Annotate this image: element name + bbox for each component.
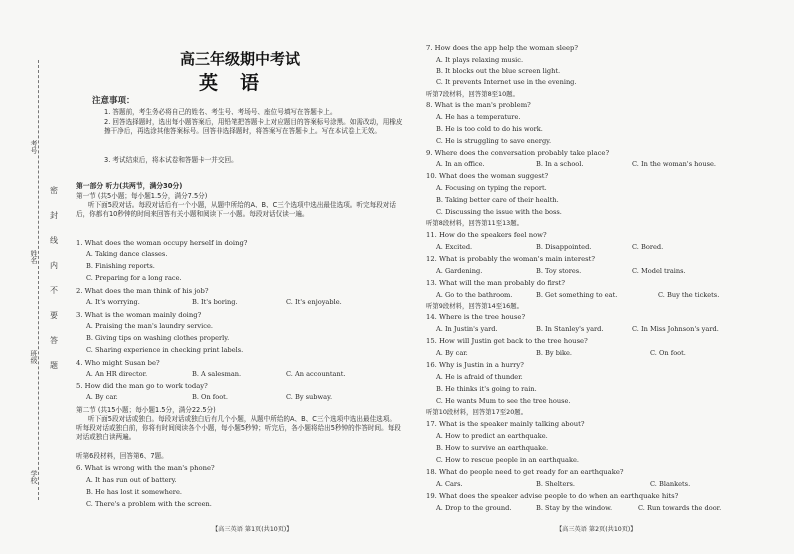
question-16: 16. Why is Justin in a hurry? bbox=[426, 361, 524, 369]
q6-option-c: C. There's a problem with the screen. bbox=[86, 500, 212, 508]
question-4: 4. Who might Susan be? bbox=[76, 359, 160, 367]
q3-option-c: C. Sharing experience in checking print labels. bbox=[86, 346, 244, 354]
q18-option-b: B. Shelters. bbox=[536, 480, 575, 488]
question-13: 13. What will the man probably do first? bbox=[426, 279, 565, 287]
question-14: 14. Where is the tree house? bbox=[426, 313, 526, 321]
question-1: 1. What does the woman occupy herself in doing? bbox=[76, 239, 248, 247]
q9-option-b: B. In a school. bbox=[536, 160, 584, 168]
q12-option-c: C. Model trains. bbox=[632, 267, 686, 275]
q2-option-b: B. It's boring. bbox=[192, 298, 238, 306]
sec1-instructions: 听下面5段对话。每段对话后有一个小题，从题中所给的A、B、C三个选项中选出最佳选项。听完每段对话后，你都有10秒钟的时间来回答有关小题和阅读下一小题。每段对话仅读一遍。 bbox=[76, 201, 396, 219]
intro-11-13: 听第8段材料，回答第11至13题。 bbox=[426, 219, 524, 227]
q18-option-c: C. Blankets. bbox=[650, 480, 691, 488]
q8-option-b: B. He is too cold to do his work. bbox=[436, 125, 543, 133]
q1-option-b: B. Finishing reports. bbox=[86, 262, 155, 270]
notice-item-3: 3. 考试结束后，将本试卷和答题卡一并交回。 bbox=[104, 156, 238, 164]
q7-option-b: B. It blocks out the blue screen light. bbox=[436, 67, 561, 75]
q1-option-a: A. Taking dance classes. bbox=[86, 250, 168, 258]
sec1-heading: 第一节 (共5小题；每小题1.5分，满分7.5分) bbox=[76, 192, 208, 200]
q19-option-a: A. Drop to the ground. bbox=[436, 504, 512, 512]
q15-option-c: C. On foot. bbox=[650, 349, 686, 357]
q4-option-c: C. An accountant. bbox=[286, 370, 346, 378]
sec2-heading: 第二节 (共15小题；每小题1.5分，满分22.5分) bbox=[76, 406, 216, 414]
question-12: 12. What is probably the woman's main interest? bbox=[426, 255, 595, 263]
q11-option-b: B. Disappointed. bbox=[536, 243, 592, 251]
question-5: 5. How did the man go to work today? bbox=[76, 382, 208, 390]
q7-option-a: A. It plays relaxing music. bbox=[436, 56, 524, 64]
bind-word: 不 bbox=[50, 286, 58, 295]
question-17: 17. What is the speaker mainly talking about? bbox=[426, 420, 585, 428]
q12-option-a: A. Gardening. bbox=[436, 267, 483, 275]
q8-option-c: C. He is struggling to save energy. bbox=[436, 137, 552, 145]
question-2: 2. What does the man think of his job? bbox=[76, 287, 209, 295]
q17-option-c: C. How to rescue people in an earthquake. bbox=[436, 456, 579, 464]
q12-option-b: B. Toy stores. bbox=[536, 267, 582, 275]
part1-heading: 第一部分 听力(共两节，满分30分) bbox=[76, 182, 183, 190]
bind-word: 线 bbox=[50, 236, 58, 245]
q14-option-c: C. In Miss Johnson's yard. bbox=[632, 325, 719, 333]
question-15: 15. How will Justin get back to the tree house? bbox=[426, 337, 588, 345]
notice-item-1: 1. 答题前，考生务必将自己的姓名、考生号、考场号、座位号填写在答题卡上。 bbox=[104, 108, 337, 116]
q7-option-c: C. It prevents Internet use in the evening. bbox=[436, 78, 577, 86]
q9-option-c: C. In the woman's house. bbox=[632, 160, 717, 168]
exam-subject: 英语 bbox=[198, 72, 281, 94]
intro-6-7: 听第6段材料，回答第6、7题。 bbox=[76, 452, 168, 460]
q17-option-b: B. How to survive an earthquake. bbox=[436, 444, 549, 452]
q11-option-c: C. Bored. bbox=[632, 243, 664, 251]
question-8: 8. What is the man's problem? bbox=[426, 101, 531, 109]
q15-option-b: B. By bike. bbox=[536, 349, 573, 357]
bind-word: 内 bbox=[50, 261, 58, 270]
q5-option-c: C. By subway. bbox=[286, 393, 333, 401]
notice-item-2: 2. 回答选择题时，选出每小题答案后，用铅笔把答题卡上对应题目的答案标号涂黑。如需改动，用橡皮擦干净后，再选涂其他答案标号。回答非选择题时，将答案写在答题卡上。写在本试卷上无效。 bbox=[104, 118, 403, 136]
label-name: 姓名 bbox=[30, 250, 38, 264]
binding-margin bbox=[0, 0, 70, 554]
question-19: 19. What does the speaker advise people to do when an earthquake hits? bbox=[426, 492, 679, 500]
q15-option-a: A. By car. bbox=[436, 349, 468, 357]
question-11: 11. How do the speakers feel now? bbox=[426, 231, 547, 239]
page-2-footer: 【高三英语 第2页(共10页)】 bbox=[556, 526, 637, 533]
q10-option-a: A. Focusing on typing the report. bbox=[436, 184, 547, 192]
q3-option-b: B. Giving tips on washing clothes properly. bbox=[86, 334, 230, 342]
sec2-instructions: 听下面5段对话或独白。每段对话或独白后有几个小题，从题中所给的A、B、C三个选项中选出最佳选项。听每段对话或独白前，你将有时间阅读各个小题，每小题5秒钟；听完后，各小题将给出5秒钟的作答时间。每段对话或独白读两遍。 bbox=[76, 415, 401, 442]
label-class: 班级 bbox=[30, 350, 38, 364]
q16-option-a: A. He is afraid of thunder. bbox=[436, 373, 523, 381]
q2-option-c: C. It's enjoyable. bbox=[286, 298, 342, 306]
bind-word: 封 bbox=[50, 211, 58, 220]
q17-option-a: A. How to predict an earthquake. bbox=[436, 432, 548, 440]
bind-word: 题 bbox=[50, 361, 58, 370]
intro-17-20: 听第10段材料，回答第17至20题。 bbox=[426, 408, 528, 416]
question-3: 3. What is the woman mainly doing? bbox=[76, 311, 202, 319]
intro-14-16: 听第9段材料，回答第14至16题。 bbox=[426, 302, 524, 310]
q11-option-a: A. Excited. bbox=[436, 243, 473, 251]
q14-option-a: A. In Justin's yard. bbox=[436, 325, 498, 333]
intro-8-10: 听第7段材料，回答第8至10题。 bbox=[426, 90, 519, 98]
q1-option-c: C. Preparing for a long race. bbox=[86, 274, 182, 282]
bind-word: 密 bbox=[50, 186, 58, 195]
question-10: 10. What does the woman suggest? bbox=[426, 172, 549, 180]
q16-option-b: B. He thinks it's going to rain. bbox=[436, 385, 537, 393]
q5-option-a: A. By car. bbox=[86, 393, 118, 401]
q16-option-c: C. He wants Mum to see the tree house. bbox=[436, 397, 571, 405]
q14-option-b: B. In Stanley's yard. bbox=[536, 325, 604, 333]
q13-option-a: A. Go to the bathroom. bbox=[436, 291, 513, 299]
q9-option-a: A. In an office. bbox=[436, 160, 485, 168]
q3-option-a: A. Praising the man's laundry service. bbox=[86, 322, 213, 330]
q13-option-b: B. Get something to eat. bbox=[536, 291, 618, 299]
q2-option-a: A. It's worrying. bbox=[86, 298, 140, 306]
q8-option-a: A. He has a temperature. bbox=[436, 113, 521, 121]
q6-option-a: A. It has run out of battery. bbox=[86, 476, 177, 484]
bind-word: 答 bbox=[50, 336, 58, 345]
notice-title: 注意事项： bbox=[92, 96, 135, 106]
bind-word: 要 bbox=[50, 311, 58, 320]
binding-dashed-line bbox=[38, 60, 39, 500]
q10-option-b: B. Taking better care of their health. bbox=[436, 196, 559, 204]
question-18: 18. What do people need to get ready for an earthquake? bbox=[426, 468, 624, 476]
exam-title: 高三年级期中考试 bbox=[179, 50, 300, 68]
label-exam-number: 考号 bbox=[30, 140, 38, 154]
question-6: 6. What is wrong with the man's phone? bbox=[76, 464, 215, 472]
q18-option-a: A. Cars. bbox=[436, 480, 463, 488]
q19-option-c: C. Run towards the door. bbox=[638, 504, 722, 512]
q6-option-b: B. He has lost it somewhere. bbox=[86, 488, 182, 496]
question-7: 7. How does the app help the woman sleep? bbox=[426, 44, 578, 52]
page-1-footer: 【高三英语 第1页(共10页)】 bbox=[212, 526, 293, 533]
q13-option-c: C. Buy the tickets. bbox=[658, 291, 720, 299]
question-9: 9. Where does the conversation probably take place? bbox=[426, 149, 610, 157]
q4-option-a: A. An HR director. bbox=[86, 370, 148, 378]
label-school: 学校 bbox=[30, 470, 38, 484]
q19-option-b: B. Stay by the window. bbox=[536, 504, 613, 512]
q4-option-b: B. A salesman. bbox=[192, 370, 242, 378]
q5-option-b: B. On foot. bbox=[192, 393, 228, 401]
q10-option-c: C. Discussing the issue with the boss. bbox=[436, 208, 562, 216]
